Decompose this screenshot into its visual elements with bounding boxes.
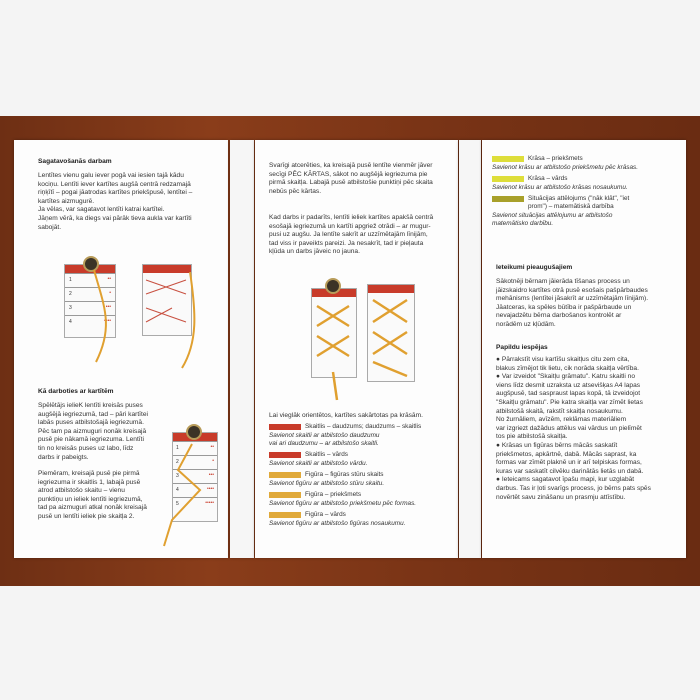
legend-title-4: Figūra – priekšmets (305, 491, 362, 498)
legend-desc-8: Savienot situācijas attēlojumu ar atbilstošo matemātisko darbību. (492, 212, 613, 227)
heading-extra: Papildu iespējas (496, 344, 548, 351)
how-to-text: Spēlētājs ielieK lentīti kreisās puses augšējā iegriezumā, tad – pāri kartītei labās puses atbilstošajā iegriezumā. Pēc tam pa aizmuguri nonāk kreisajā pusē pie nākamā iegriezuma. Lentīti tin no kreisās puses uz labo, līdz darbs ir pabeigts. (38, 402, 148, 461)
heading-adult-tips: Ieteikumi pieaugušajiem (496, 264, 573, 271)
ribbon-front (74, 266, 124, 366)
heading-how-to: Kā darboties ar kartītēm (38, 388, 114, 395)
legend-desc-1: Savienot skaitli ar atbilstošo daudzumu vai ari daudzumu – ar atbilstošo skaitli. (269, 432, 380, 447)
important-text: Svarīgi atcerēties, ka kreisajā pusē lentīte vienmēr jāver secīgi PĒC KĀRTAS, sākot no augšējā iegriezuma pie pirmā skaitļa. Labajā pusē atbilstošie punktiņi pēc skaita nebūs pēc kārtas. (269, 162, 433, 195)
legend-title-2: Skaitlis – vārds (305, 451, 348, 458)
leaflet-panel-left (14, 140, 228, 558)
legend-desc-6: Savienot krāsu ar atbilstošo priekšmetu pēc krāsas. (492, 164, 638, 171)
legend-title-5: Figūra – vārds (305, 511, 346, 518)
example-card-front: 1 •• 2 • 3 ••• 4 •••• (64, 264, 116, 338)
leaflet-panel-middle (255, 140, 458, 558)
ribbon-small (154, 440, 214, 550)
swatch-red-2 (269, 452, 301, 458)
ribbon-crossed-back (367, 292, 413, 382)
legend-desc-5: Savienot figūru ar atbilstošo figūras nosaukumu. (269, 520, 406, 527)
preparation-text: Lentītes vienu galu iever pogā vai iesien tajā kādu kociņu. Lentīti iever kartītes augšā centrā redzamajā riņķītī – pogai jāatrodas kartītes priekšpusē, lentītei – kartītes aizmugurē. Ja vēlas, var sagatavot lentīti katrai kartītei. Jāņem vērā, ka diegs vai pārāk tieva aukla var kartīti sabojāt. (38, 172, 193, 231)
swatch-orange-3 (269, 512, 301, 518)
heading-preparation: Sagatavošanās darbam (38, 158, 112, 165)
legend-title-7: Krāsa – vārds (528, 175, 568, 182)
swatch-yellow-2 (492, 176, 524, 182)
leaflet-fold-1 (230, 140, 254, 558)
swatch-olive (492, 196, 524, 202)
example-text: Piemēram, kreisajā pusē pie pirmā iegriezuma ir skaitlis 1, labajā pusē atrod atbilstošo skaitu – vienu punktiņu un ieliek lentīti iegriezumā, tad pa aizmuguri atkal nonāk kreisajā pusē un lentīti ieliek pie skaitļa 2. (38, 470, 147, 520)
legend-title-8: Situācijas attēlojums ("nāk klāt", "iet prom") – matemātiskā darbība (528, 195, 630, 210)
legend-desc-7: Savienot krāsu ar atbilstošo krāsas nosaukumu. (492, 184, 628, 191)
leaflet-fold-2 (459, 140, 481, 558)
legend-desc-3: Savienot figūru ar atbilstošo stūru skaitu. (269, 480, 385, 487)
adult-tips-text: Sākotnēji bērnam jāierāda tīšanas process un jāizskaidro kartītes otrā pusē esošais pašpārbaudes mehānisms (lentītei jāsakrīt ar uzzīmētajām līnijām). Jāatceras, ka spēles būtība ir pašpārbaude un nevajadzētu bērna darbošanos kontrolēt ar norādēm uz kļūdām. (496, 278, 649, 328)
colors-intro: Lai vieglāk orientētos, kartītes sakārtotas pa krāsām. (269, 412, 423, 419)
swatch-orange-1 (269, 472, 301, 478)
example-card-small: 1 •• 2 • 3 ••• 4 •••• 5 ••••• (172, 432, 218, 522)
swatch-yellow-1 (492, 156, 524, 162)
button-icon-small (186, 424, 202, 440)
legend-desc-4: Savienot figūru ar atbilstošo priekšmetu pēc formas. (269, 500, 417, 507)
legend-title-1: Skaitlis – daudzums; daudzums – skaitlis (305, 423, 422, 430)
card-back-lines (142, 272, 204, 372)
finished-text: Kad darbs ir padarīts, lentīti ieliek kartītes apakšā centrā esošajā iegriezumā un kartīti apgriež otrādi – ar mugur- pusi uz augšu. Ja lentīte sakrīt ar uzzīmētajām līnijām, tad viss ir paveikts pareizi. Ja nesakrīt, tad ir pieļauta kļūda un darbs jāveic no jauna. (269, 214, 434, 256)
legend-title-3: Figūra – figūras stūru skaits (305, 471, 384, 478)
swatch-orange-2 (269, 492, 301, 498)
legend-desc-2: Savienot skaitli ar atbilstošo vārdu. (269, 460, 368, 467)
swatch-red-1 (269, 424, 301, 430)
ribbon-crossed (311, 296, 355, 406)
button-icon-middle (325, 278, 341, 294)
legend-title-6: Krāsa – priekšmets (528, 155, 583, 162)
extra-text: ● Pārrakstīt visu kartīšu skaitļus citu zem cita, blakus zīmējot tik lietu, cik norāda skaitļa vērtība. ● Var izveidot "Skaitļu grāmatu". Katru skaitli no viens līdz desmit uzraksta uz atsevišķas A4 lapas augšpusē, tad saspraust lapas kopā, tā izveidojot "Skaitļu grāmatu". Pie katra skaitļa var zīmēt lietas atbilstošā skaitā, rakstīt skaitļa nosaukumu. No žurnāliem, avīzēm, reklāmas materiāliem var izgriezt dažādus attēlus vai vārdus un pielīmēt tos pie atbilstošā skaitļa. ● Krāsas un figūras bērns mācās saskatīt priekšmetos, apkārtnē, dabā. Mācās saprast, ka formas var zīmēt plaknē un ir arī telpiskas formas, kuras var saskatīt cilvēku darinātās lietās un dabā. ● Ieteicams sagatavot īpašu mapi, kur uzglabāt darbus. Tas ir ļoti svarīgs process, jo bērns pats spēs novērtēt savu zināšanu un prasmju attīstību. (496, 356, 651, 501)
leaflet-panel-right (482, 140, 686, 558)
